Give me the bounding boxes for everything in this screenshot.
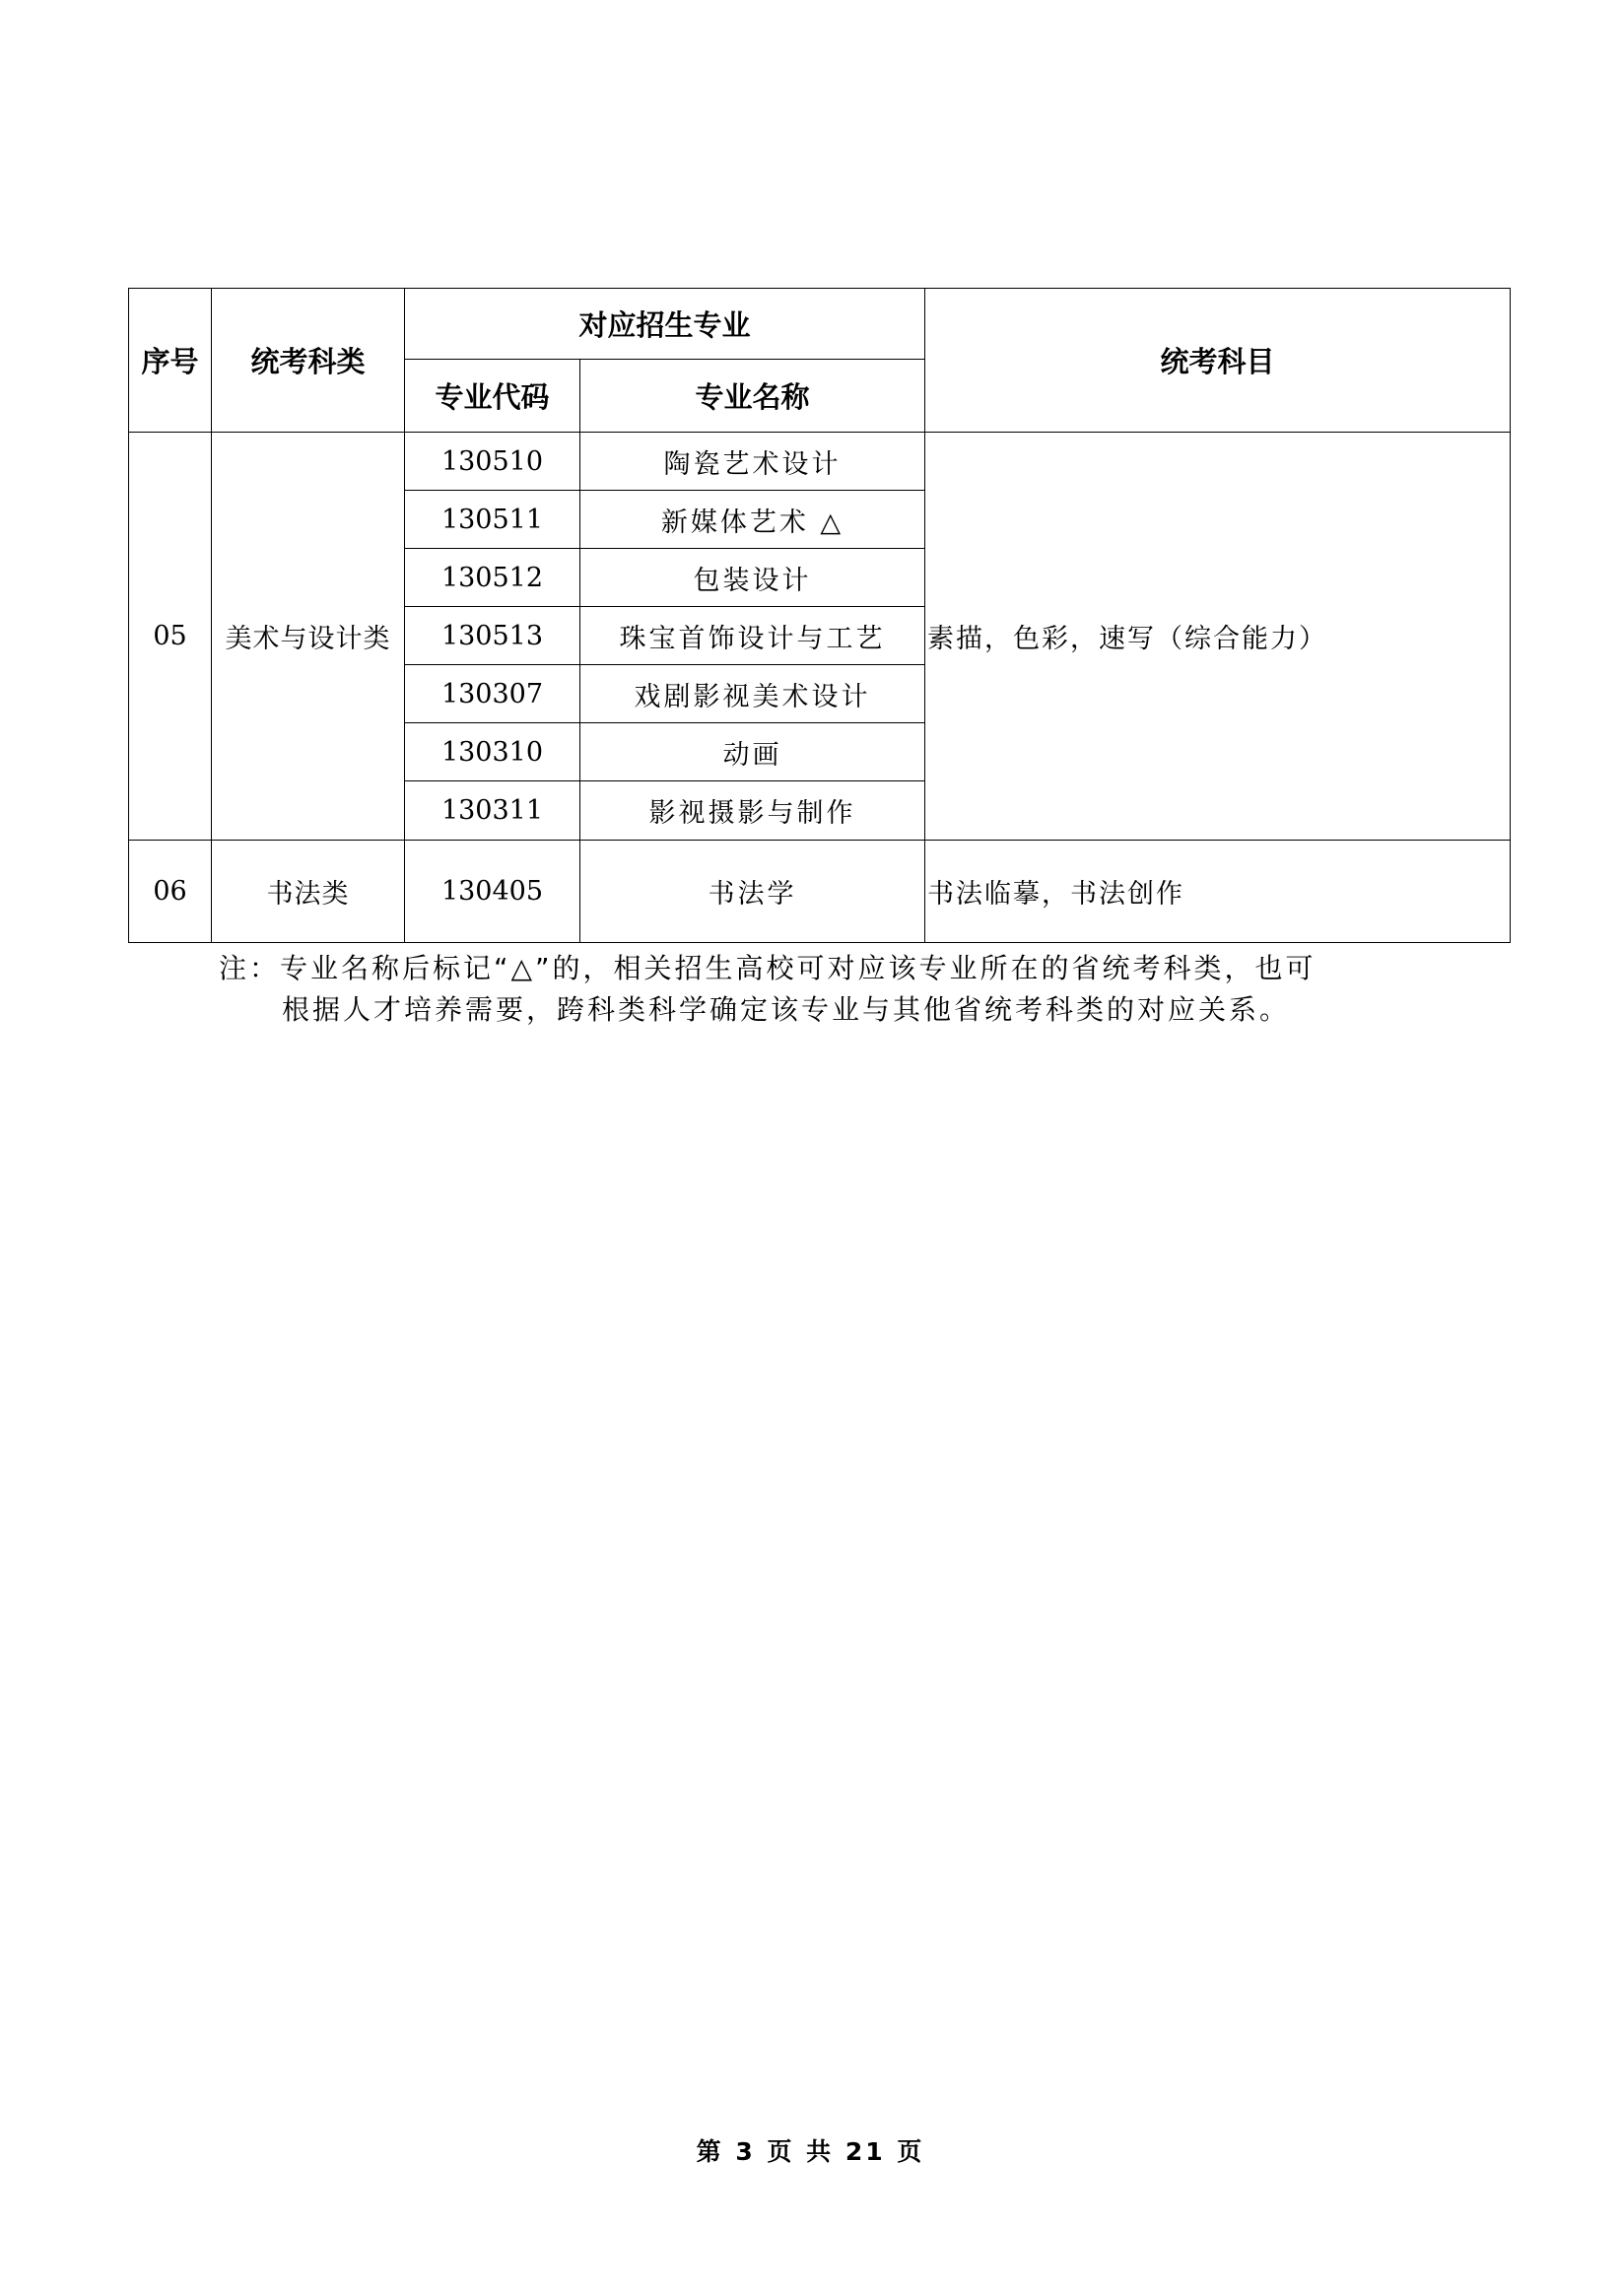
header-major-group: 对应招生专业 <box>405 289 925 360</box>
header-major-name: 专业名称 <box>580 360 925 433</box>
table-header-row <box>129 289 1511 360</box>
major-code-cell: 130510 <box>405 433 580 491</box>
major-name-cell: 新媒体艺术 △ <box>580 491 925 549</box>
seq-cell: 05 <box>129 433 212 841</box>
major-code-cell: 130311 <box>405 781 580 841</box>
header-category: 统考科类 <box>212 289 405 433</box>
header-seq: 序号 <box>129 289 212 433</box>
major-code-cell: 130405 <box>405 841 580 943</box>
category-cell: 书法类 <box>212 841 405 943</box>
table-row <box>129 841 1511 943</box>
major-name-cell: 书法学 <box>580 841 925 943</box>
table-row <box>129 433 1511 491</box>
note-line-1: 注：专业名称后标记“△”的，相关招生高校可对应该专业所在的省统考科类，也可 <box>219 952 1317 984</box>
major-name-cell: 戏剧影视美术设计 <box>580 665 925 723</box>
admission-majors-table <box>128 288 1511 943</box>
page-number: 第 3 页 共 21 页 <box>696 2137 925 2166</box>
major-code-cell: 130307 <box>405 665 580 723</box>
note-line-2: 根据人才培养需要，跨科类科学确定该专业与其他省统考科类的对应关系。 <box>282 993 1291 1026</box>
major-code-cell: 130310 <box>405 723 580 781</box>
major-name-cell: 动画 <box>580 723 925 781</box>
major-name-cell: 陶瓷艺术设计 <box>580 433 925 491</box>
major-code-cell: 130512 <box>405 549 580 607</box>
category-cell: 美术与设计类 <box>212 433 405 841</box>
major-code-cell: 130511 <box>405 491 580 549</box>
subjects-cell: 书法临摹，书法创作 <box>925 841 1511 943</box>
header-subjects: 统考科目 <box>925 289 1511 433</box>
major-name-cell: 包装设计 <box>580 549 925 607</box>
header-major-code: 专业代码 <box>405 360 580 433</box>
major-name-cell: 珠宝首饰设计与工艺 <box>580 607 925 665</box>
major-code-cell: 130513 <box>405 607 580 665</box>
table-note <box>128 948 1510 1031</box>
subjects-cell: 素描，色彩，速写（综合能力） <box>925 433 1511 841</box>
seq-cell: 06 <box>129 841 212 943</box>
major-name-cell: 影视摄影与制作 <box>580 781 925 841</box>
